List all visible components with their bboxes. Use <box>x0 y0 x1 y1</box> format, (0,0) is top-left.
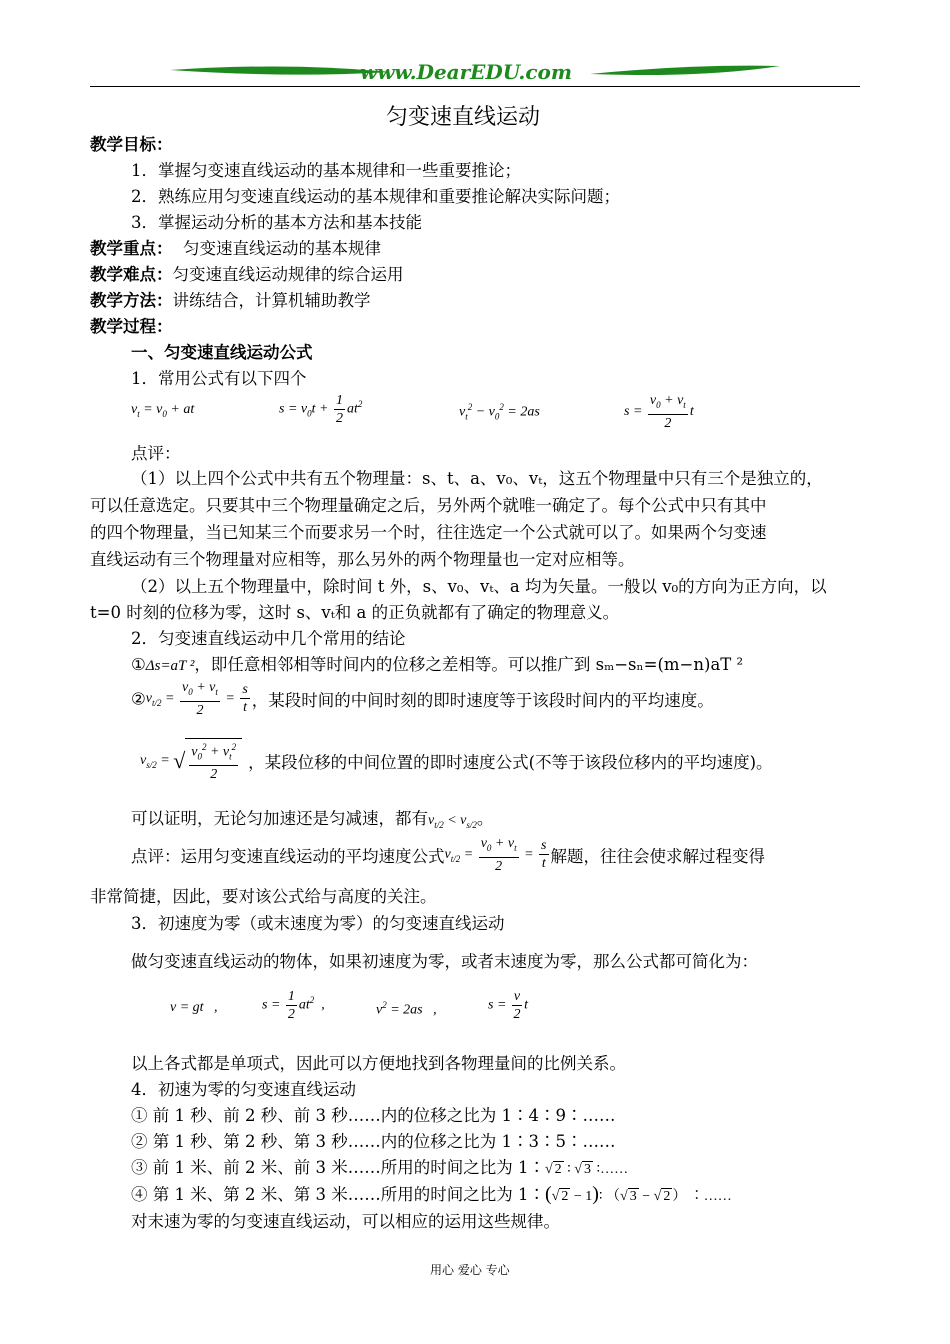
marker: ② <box>131 689 146 709</box>
ratio-item: ② 第 1 秒、第 2 秒、第 3 秒……内的位移之比为 1∶3∶5∶…… <box>131 1132 616 1151</box>
objectives-heading: 教学目标： <box>90 135 173 154</box>
list-item: 2．匀变速直线运动中几个常用的结论 <box>131 629 406 648</box>
comment-label: 点评： <box>131 444 181 463</box>
conclusion-2 <box>131 679 714 719</box>
proof-line <box>131 805 493 830</box>
sqrt-difference-sequence: (√ 2 − 1)∶ （√ 3 − √ 2 ） ∶…… <box>544 1183 732 1205</box>
paragraph-line: 的四个物理量，当已知某三个而要求另一个时，往往选定一个公式就可以了。如果两个匀变速 <box>90 523 767 542</box>
objective-item: 3．掌握运动分析的基本方法和基本技能 <box>131 213 422 232</box>
method-text: 讲练结合，计算机辅助教学 <box>172 291 371 310</box>
key-point-line <box>90 235 381 259</box>
comment-3 <box>131 835 765 875</box>
formula-v2-2as: $v^2 = 2as$ , <box>376 1000 437 1018</box>
conclusion-1 <box>131 651 743 675</box>
formula-vt2: $v_t^2 - v_0^2 = 2as$ <box>459 402 540 422</box>
comment-text: 点评：运用匀变速直线运动的平均速度公式 <box>131 846 445 866</box>
formula-vt: $v_t = v_0$ + at <box>131 402 195 419</box>
header-rule <box>90 86 860 87</box>
conclusion-text: ，某段时间的中间时刻的即时速度等于该段时间内的平均速度。 <box>251 690 714 710</box>
objective-item: 1．掌握匀变速直线运动的基本规律和一些重要推论； <box>131 161 521 180</box>
difficulty-label: 教学难点： <box>90 265 173 284</box>
page-title: 匀变速直线运动 <box>386 105 541 130</box>
conclusion-text: ，即任意相邻相等时间内的位移之差相等。可以推广到 sₘ−sₙ=(m−n)aT ² <box>194 655 744 674</box>
method-line <box>90 287 371 311</box>
formula-v-gt: v = gt , <box>170 1000 218 1015</box>
formula-delta-s: Δs=aT ² <box>145 658 195 674</box>
difficulty-text: 匀变速直线运动规律的综合运用 <box>172 265 404 284</box>
proof-end: 。 <box>476 809 494 828</box>
paragraph-line: 对末速为零的匀变速直线运动，可以相应的运用这些规律。 <box>131 1212 560 1231</box>
paragraph-line: t=0 时刻的位移为零，这时 s、vₜ和 a 的正负就都有了确定的物理意义。 <box>90 603 620 622</box>
logo-text[interactable]: www.DearEDU.com <box>360 60 573 84</box>
paragraph-line: 可以任意选定。只要其中三个物理量确定之后，另外两个就唯一确定了。每个公式中只有其中 <box>90 496 767 515</box>
conclusion-3 <box>140 738 773 783</box>
sqrt-sequence: √ 2 ∶ √ 3 ∶…… <box>544 1162 629 1177</box>
formula-savg: s = $\frac{v_0 + v_t}{2}$ t <box>624 393 694 431</box>
difficulty-line <box>90 261 404 285</box>
formula-s-vt2: s = $\frac{v}{2}$ t <box>488 989 529 1022</box>
formula-inequality: $v_{t/2} < v_{s/2}$ <box>428 813 477 830</box>
key-point-label: 教学重点： <box>90 239 173 258</box>
key-point-text: 匀变速直线运动的基本规律 <box>172 239 381 258</box>
simplified-formula-row <box>170 988 670 1032</box>
proof-text: 可以证明，无论匀加速还是匀减速，都有 <box>131 809 428 828</box>
formula-s: $s = v_0t$ + $\frac{1}{2}$ $at^2$ <box>279 393 363 426</box>
formula-vs-half: $v_{s/2}$ = √ $\frac{v_0^2 + v_t^2}{2}$ <box>140 753 242 768</box>
header-banner <box>90 58 860 88</box>
paragraph-line: 直线运动有三个物理量对应相等，那么另外的两个物理量也一定对应相等。 <box>90 550 635 569</box>
ratio-item <box>131 1154 628 1178</box>
comment-text: 解题，往往会使求解过程变得 <box>550 846 765 866</box>
paragraph-line: 以上各式都是单项式，因此可以方便地找到各物理量间的比例关系。 <box>131 1054 626 1073</box>
ratio-text: ③ 前 1 米、前 2 米、前 3 米……所用的时间之比为 1∶ <box>131 1158 545 1177</box>
formula-s-half-at2: s = $\frac{1}{2}$ $at^2$ , <box>262 989 325 1022</box>
paragraph-line: 非常简捷，因此，要对该公式给与高度的关注。 <box>90 887 437 906</box>
paragraph-line: （2）以上五个物理量中，除时间 t 外，s、v₀、vₜ、a 均为矢量。一般以 v₀的方向为正方向，以 <box>131 577 827 596</box>
ratio-text: ④ 第 1 米、第 2 米、第 3 米……所用的时间之比为 1∶ <box>131 1185 545 1204</box>
list-item: 4．初速为零的匀变速直线运动 <box>131 1080 356 1099</box>
ratio-item <box>131 1181 732 1206</box>
list-item: 3．初速度为零（或末速度为零）的匀变速直线运动 <box>131 914 505 933</box>
paragraph-line: 做匀变速直线运动的物体，如果初速度为零，或者末速度为零，那么公式都可简化为： <box>131 952 758 971</box>
formula-vt-half-2: $v_{t/2}$ = $\frac{v_0 + v_t}{2}$ = $\frac{s}{t}$ <box>444 836 547 874</box>
footer-text: 用心 爱心 专心 <box>430 1263 510 1277</box>
method-label: 教学方法： <box>90 291 173 310</box>
ratio-item: ① 前 1 秒、前 2 秒、前 3 秒……内的位移之比为 1∶4∶9∶…… <box>131 1106 616 1125</box>
paragraph-line: （1）以上四个公式中共有五个物理量：s、t、a、v₀、vₜ，这五个物理量中只有三个是独立的， <box>131 469 823 488</box>
formula-vt-half: $v_{t/2}$ = $\frac{v_0 + v_t}{2}$ = $\frac{s}{t}$ <box>145 680 248 718</box>
conclusion-text: ，某段位移的中间位置的即时速度公式(不等于该段位移内的平均速度)。 <box>248 752 773 772</box>
marker: ① <box>131 655 146 674</box>
section-heading: 一、匀变速直线运动公式 <box>131 343 313 362</box>
objective-item: 2．熟练应用匀变速直线运动的基本规律和重要推论解决实际问题； <box>131 187 620 206</box>
process-heading: 教学过程： <box>90 317 173 336</box>
list-item: 1．常用公式有以下四个 <box>131 369 307 388</box>
formula-row <box>131 392 831 436</box>
